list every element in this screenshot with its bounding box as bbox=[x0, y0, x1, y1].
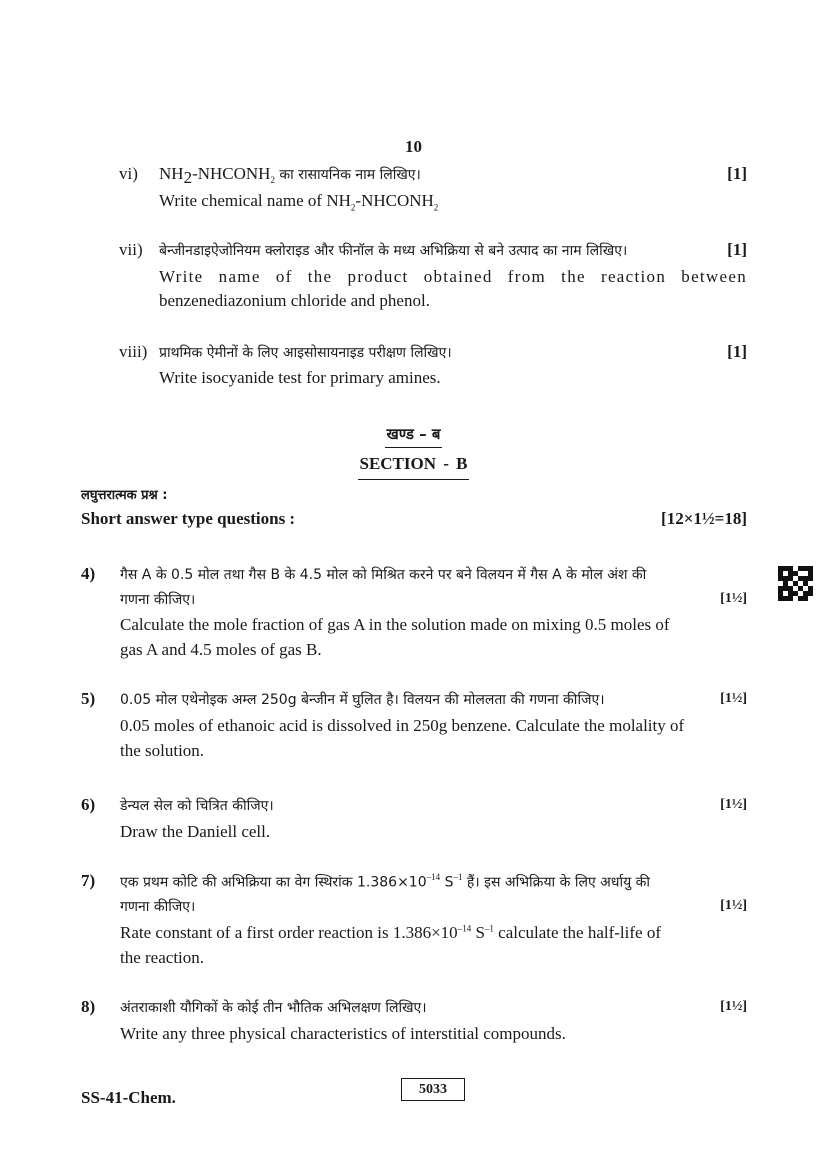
question-english bbox=[120, 923, 661, 943]
formula-subscript: 2 bbox=[350, 202, 356, 213]
question-hindi: अंतराकाशी यौगिकों के कोई तीन भौतिक अभिलक्षण लिखिए। bbox=[120, 1000, 427, 1016]
short-answer-marks: [12×1½=18] bbox=[661, 509, 747, 528]
marks: [1] bbox=[727, 164, 747, 183]
question-number: 7) bbox=[81, 871, 96, 890]
hindi-text: का रासायनिक नाम लिखिए। bbox=[274, 167, 421, 183]
question-hindi: प्राथमिक ऐमीनों के लिए आइसोसायनाइड परीक्षण लिखिए। bbox=[159, 345, 452, 361]
section-heading-english-wrap bbox=[0, 454, 827, 480]
formula-part: -NHCONH bbox=[192, 164, 271, 183]
marks: [1½] bbox=[720, 898, 747, 913]
question-english: Write any three physical characteristics of interstitial compounds. bbox=[120, 1024, 566, 1043]
formula-subscript: 2 bbox=[183, 168, 193, 188]
question-number: 8) bbox=[81, 997, 96, 1016]
section-heading-hindi-wrap bbox=[0, 424, 827, 448]
question-english: Draw the Daniell cell. bbox=[120, 822, 271, 841]
question-english: Calculate the mole fraction of gas A in the solution made on mixing 0.5 moles of bbox=[120, 615, 670, 634]
question-number: 6) bbox=[81, 795, 96, 814]
marks: [1½] bbox=[720, 999, 747, 1014]
question-english: benzenediazonium chloride and phenol. bbox=[159, 291, 430, 310]
question-number: viii) bbox=[119, 342, 148, 361]
english-text: Rate constant of a first order reaction is 1.386×10 bbox=[120, 923, 458, 942]
short-answer-hindi: लघुत्तरात्मक प्रश्न : bbox=[81, 488, 168, 503]
marks: [1] bbox=[727, 240, 747, 259]
question-number: vii) bbox=[119, 240, 143, 259]
footer-code-box: 5033 bbox=[401, 1078, 465, 1101]
question-hindi bbox=[159, 164, 421, 188]
question-english: Write name of the product obtained from the reaction between bbox=[159, 267, 747, 286]
formula-part: NH bbox=[159, 164, 184, 183]
superscript: –1 bbox=[484, 923, 494, 934]
question-english: the solution. bbox=[120, 741, 205, 760]
question-hindi: 0.05 मोल एथेनोइक अम्ल 250g बेन्जीन में घुलित है। विलयन की मोललता की गणना कीजिए। bbox=[120, 692, 605, 708]
hindi-text: S bbox=[440, 874, 454, 891]
question-number: vi) bbox=[119, 164, 138, 183]
question-english: gas A and 4.5 moles of gas B. bbox=[120, 640, 322, 659]
question-number: 5) bbox=[81, 689, 96, 708]
hindi-text: हैं। इस अभिक्रिया के लिए अर्धायु की bbox=[462, 874, 651, 891]
section-heading-hindi: खण्ड – ब bbox=[385, 424, 443, 448]
marks: [1] bbox=[727, 342, 747, 361]
superscript: –14 bbox=[426, 872, 441, 882]
marks: [1½] bbox=[720, 591, 747, 606]
question-hindi: डेन्यल सेल को चित्रित कीजिए। bbox=[120, 798, 274, 814]
superscript: –14 bbox=[457, 923, 472, 934]
formula-part: -NHCONH bbox=[355, 191, 434, 210]
section-heading-english: SECTION - B bbox=[358, 454, 468, 480]
page-number: 10 bbox=[405, 137, 422, 156]
formula-subscript: 2 bbox=[433, 202, 439, 213]
paper-code: SS-41-Chem. bbox=[81, 1088, 176, 1107]
question-hindi: बेन्जीनडाइऐजोनियम क्लोराइड और फीनॉल के मध्य अभिक्रिया से बने उत्पाद का नाम लिखिए। bbox=[159, 243, 628, 259]
qr-code-icon bbox=[778, 566, 813, 601]
question-number: 4) bbox=[81, 564, 96, 583]
english-text: S bbox=[471, 923, 485, 942]
question-english: 0.05 moles of ethanoic acid is dissolved in 250g benzene. Calculate the molality of bbox=[120, 716, 685, 735]
marks: [1½] bbox=[720, 691, 747, 706]
marks: [1½] bbox=[720, 797, 747, 812]
short-answer-english: Short answer type questions : bbox=[81, 509, 296, 528]
question-english: Write isocyanide test for primary amines. bbox=[159, 368, 441, 387]
hindi-text: एक प्रथम कोटि की अभिक्रिया का वेग स्थिरांक 1.386×10 bbox=[120, 874, 427, 891]
question-hindi: गैस A के 0.5 मोल तथा गैस B के 4.5 मोल को मिश्रित करने पर बने विलयन में गैस A के मोल अंश की bbox=[120, 567, 647, 583]
question-hindi: गणना कीजिए। bbox=[120, 899, 196, 915]
question-english: the reaction. bbox=[120, 948, 205, 967]
question-english bbox=[159, 191, 438, 212]
formula-subscript: 2 bbox=[270, 175, 275, 186]
question-hindi bbox=[120, 872, 650, 891]
english-text: calculate the half-life of bbox=[493, 923, 661, 942]
english-text: Write chemical name of NH bbox=[159, 191, 351, 210]
question-hindi: गणना कीजिए। bbox=[120, 592, 196, 608]
superscript: –1 bbox=[453, 872, 463, 882]
